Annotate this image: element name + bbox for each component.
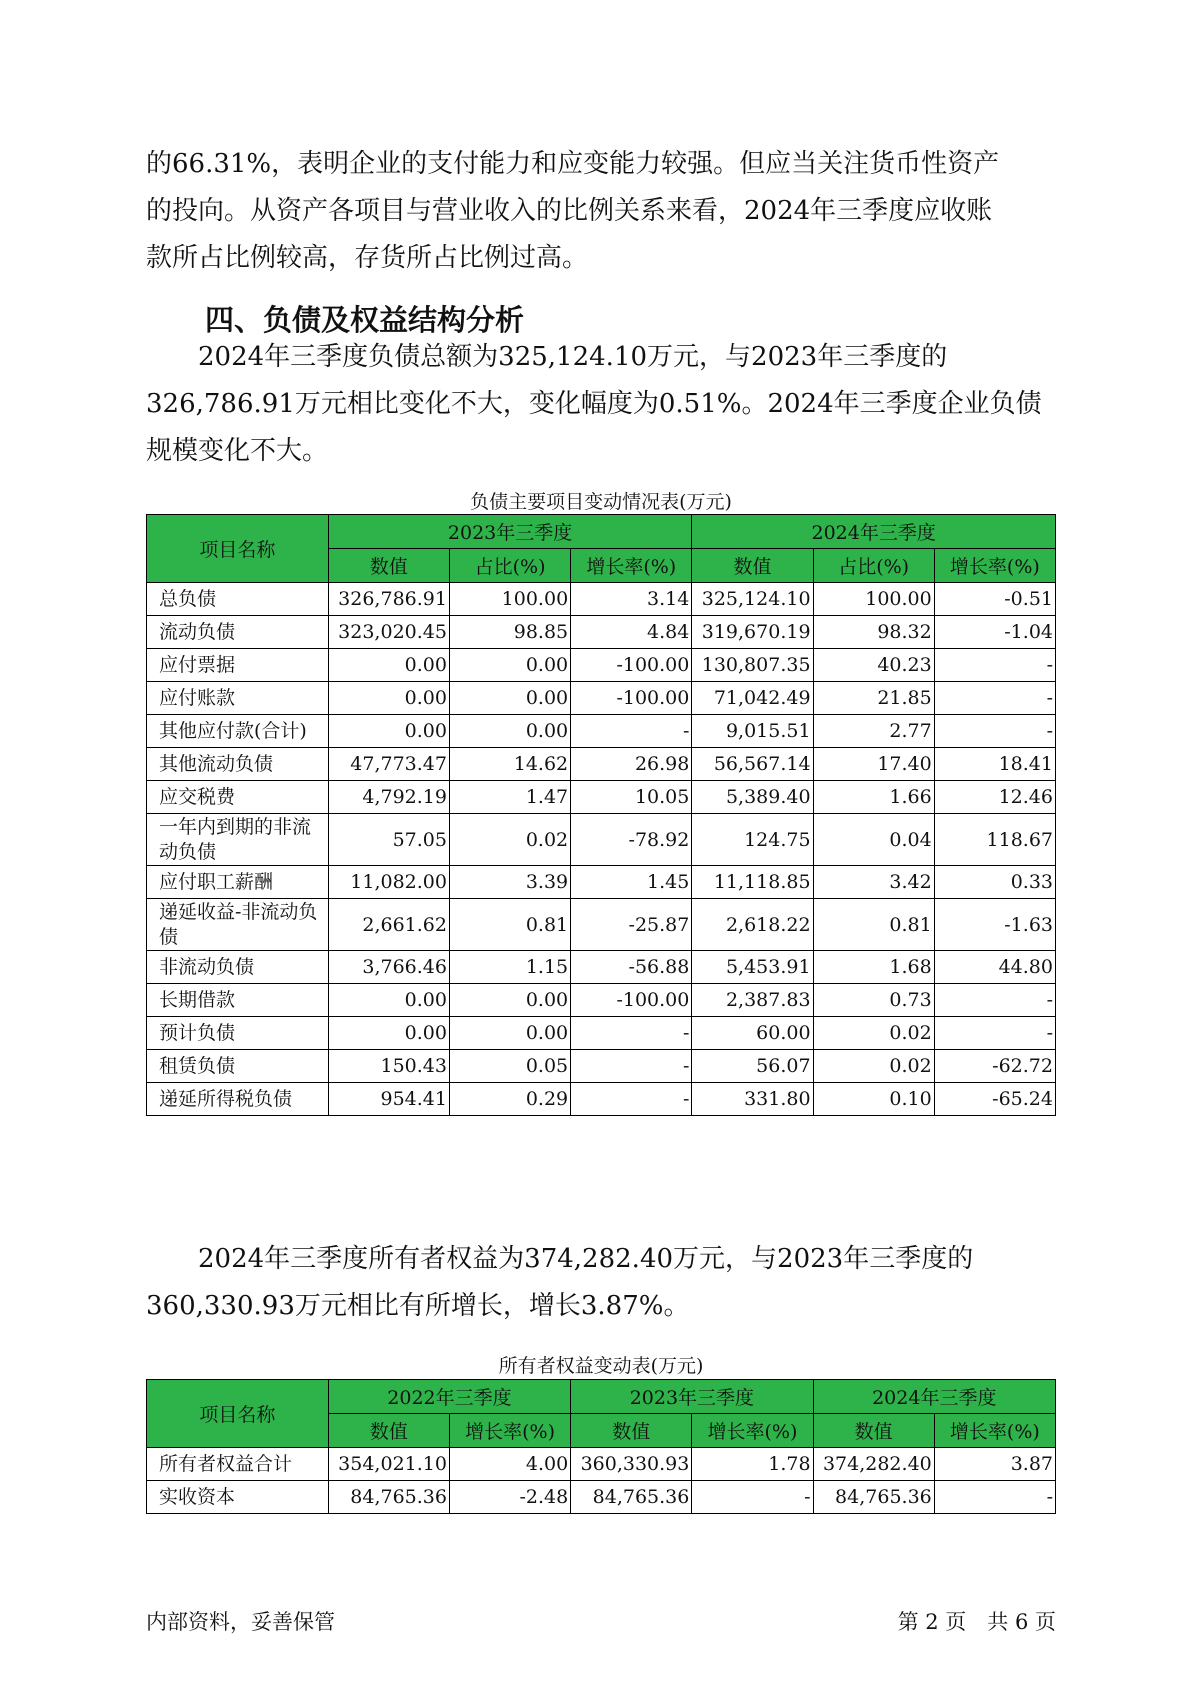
table-row — [147, 1448, 1056, 1481]
cell-value: -78.92 — [571, 814, 692, 866]
cell-value: -100.00 — [571, 682, 692, 715]
table-row — [147, 748, 1056, 781]
liability-line: 326,786.91万元相比变化不大，变化幅度为0.51%。2024年三季度企业负债 — [146, 389, 1042, 419]
row-name: 非流动负债 — [147, 951, 329, 984]
cell-value: 0.00 — [328, 682, 449, 715]
cell-value: 60.00 — [692, 1017, 813, 1050]
cell-value: 26.98 — [571, 748, 692, 781]
cell-value: 0.00 — [328, 1017, 449, 1050]
cell-value: 0.00 — [328, 649, 449, 682]
cell-value: -100.00 — [571, 649, 692, 682]
table-header-name: 项目名称 — [147, 1380, 329, 1448]
intro-line: 的投向。从资产各项目与营业收入的比例关系来看，2024年三季度应收账 — [146, 196, 993, 226]
cell-value: 57.05 — [328, 814, 449, 866]
cell-value: -25.87 — [571, 899, 692, 951]
cell-value: 0.04 — [813, 814, 934, 866]
row-name: 应交税费 — [147, 781, 329, 814]
intro-paragraph — [146, 141, 1056, 282]
cell-value: 0.10 — [813, 1083, 934, 1116]
cell-value: 4,792.19 — [328, 781, 449, 814]
cell-value: - — [934, 1017, 1055, 1050]
row-name: 递延收益-非流动负债 — [147, 899, 329, 951]
cell-value: 3.39 — [449, 866, 570, 899]
cell-value: 1.66 — [813, 781, 934, 814]
cell-value: 323,020.45 — [328, 616, 449, 649]
cell-value: 1.47 — [449, 781, 570, 814]
row-name: 应付账款 — [147, 682, 329, 715]
row-name: 所有者权益合计 — [147, 1448, 329, 1481]
cell-value: 0.02 — [813, 1017, 934, 1050]
cell-value: - — [692, 1481, 813, 1514]
table1-caption: 负债主要项目变动情况表(万元) — [470, 491, 732, 513]
cell-value: 11,082.00 — [328, 866, 449, 899]
cell-value: 0.73 — [813, 984, 934, 1017]
cell-value: -62.72 — [934, 1050, 1055, 1083]
cell-value: 0.00 — [449, 1017, 570, 1050]
table-row — [147, 1481, 1056, 1514]
cell-value: 2,618.22 — [692, 899, 813, 951]
period-header: 2023年三季度 — [571, 1380, 813, 1414]
cell-value: 40.23 — [813, 649, 934, 682]
cell-value: 14.62 — [449, 748, 570, 781]
equity-table — [146, 1379, 1056, 1514]
cell-value: 0.02 — [813, 1050, 934, 1083]
cell-value: -65.24 — [934, 1083, 1055, 1116]
cell-value: - — [571, 1017, 692, 1050]
cell-value: 331.80 — [692, 1083, 813, 1116]
table-row — [147, 984, 1056, 1017]
cell-value: 84,765.36 — [328, 1481, 449, 1514]
cell-value: 150.43 — [328, 1050, 449, 1083]
table-row — [147, 1017, 1056, 1050]
table-row — [147, 715, 1056, 748]
cell-value: 3.42 — [813, 866, 934, 899]
column-header: 数值 — [692, 549, 813, 583]
row-name: 其他应付款(合计) — [147, 715, 329, 748]
cell-value: - — [934, 715, 1055, 748]
cell-value: - — [571, 715, 692, 748]
table-row — [147, 1050, 1056, 1083]
cell-value: 12.46 — [934, 781, 1055, 814]
cell-value: -56.88 — [571, 951, 692, 984]
cell-value: 5,453.91 — [692, 951, 813, 984]
cell-value: 319,670.19 — [692, 616, 813, 649]
table-row — [147, 781, 1056, 814]
table-row — [147, 866, 1056, 899]
cell-value: 100.00 — [449, 583, 570, 616]
table-row — [147, 682, 1056, 715]
cell-value: 21.85 — [813, 682, 934, 715]
cell-value: 0.02 — [449, 814, 570, 866]
cell-value: 124.75 — [692, 814, 813, 866]
cell-value: 954.41 — [328, 1083, 449, 1116]
cell-value: - — [934, 984, 1055, 1017]
intro-line: 款所占比例较高，存货所占比例过高。 — [146, 243, 589, 273]
cell-value: - — [934, 1481, 1055, 1514]
cell-value: 374,282.40 — [813, 1448, 934, 1481]
cell-value: 0.00 — [449, 984, 570, 1017]
cell-value: 3.14 — [571, 583, 692, 616]
cell-value: 10.05 — [571, 781, 692, 814]
cell-value: 118.67 — [934, 814, 1055, 866]
cell-value: 98.85 — [449, 616, 570, 649]
intro-line: 的66.31%，表明企业的支付能力和应变能力较强。但应当关注货币性资产 — [146, 149, 1000, 179]
cell-value: 47,773.47 — [328, 748, 449, 781]
cell-value: 3.87 — [934, 1448, 1055, 1481]
cell-value: 326,786.91 — [328, 583, 449, 616]
cell-value: 56.07 — [692, 1050, 813, 1083]
cell-value: 17.40 — [813, 748, 934, 781]
cell-value: 1.68 — [813, 951, 934, 984]
cell-value: 56,567.14 — [692, 748, 813, 781]
column-header: 数值 — [328, 1414, 449, 1448]
period-header: 2024年三季度 — [813, 1380, 1055, 1414]
cell-value: 0.81 — [813, 899, 934, 951]
row-name: 应付票据 — [147, 649, 329, 682]
cell-value: - — [934, 682, 1055, 715]
column-header: 增长率(%) — [571, 549, 692, 583]
footer-page-number: 第 2 页 共 6 页 — [897, 1610, 1056, 1634]
cell-value: 4.84 — [571, 616, 692, 649]
cell-value: -0.51 — [934, 583, 1055, 616]
column-header: 增长率(%) — [934, 549, 1055, 583]
cell-value: 100.00 — [813, 583, 934, 616]
equity-line: 360,330.93万元相比有所增长，增长3.87%。 — [146, 1291, 690, 1321]
cell-value: -2.48 — [449, 1481, 570, 1514]
cell-value: 9,015.51 — [692, 715, 813, 748]
cell-value: 354,021.10 — [328, 1448, 449, 1481]
cell-value: 0.29 — [449, 1083, 570, 1116]
cell-value: 2,661.62 — [328, 899, 449, 951]
cell-value: 98.32 — [813, 616, 934, 649]
period-header: 2024年三季度 — [692, 515, 1056, 549]
cell-value: 360,330.93 — [571, 1448, 692, 1481]
footer-left: 内部资料，妥善保管 — [146, 1610, 335, 1634]
cell-value: 0.00 — [449, 682, 570, 715]
cell-value: 0.81 — [449, 899, 570, 951]
cell-value: 1.15 — [449, 951, 570, 984]
row-name: 其他流动负债 — [147, 748, 329, 781]
column-header: 占比(%) — [813, 549, 934, 583]
cell-value: 1.45 — [571, 866, 692, 899]
cell-value: 0.00 — [449, 649, 570, 682]
column-header: 增长率(%) — [449, 1414, 570, 1448]
cell-value: 1.78 — [692, 1448, 813, 1481]
table-row — [147, 814, 1056, 866]
liability-paragraph — [146, 334, 1056, 475]
cell-value: 0.33 — [934, 866, 1055, 899]
cell-value: 5,389.40 — [692, 781, 813, 814]
liability-line: 2024年三季度负债总额为325,124.10万元，与2023年三季度的 — [146, 342, 948, 372]
cell-value: 2.77 — [813, 715, 934, 748]
liability-line: 规模变化不大。 — [146, 436, 329, 466]
row-name: 流动负债 — [147, 616, 329, 649]
section-heading: 四、负债及权益结构分析 — [205, 303, 525, 337]
liability-table — [146, 514, 1056, 1116]
cell-value: 71,042.49 — [692, 682, 813, 715]
cell-value: 4.00 — [449, 1448, 570, 1481]
row-name: 总负债 — [147, 583, 329, 616]
row-name: 实收资本 — [147, 1481, 329, 1514]
row-name: 长期借款 — [147, 984, 329, 1017]
cell-value: - — [934, 649, 1055, 682]
column-header: 数值 — [571, 1414, 692, 1448]
row-name: 应付职工薪酬 — [147, 866, 329, 899]
cell-value: 84,765.36 — [571, 1481, 692, 1514]
cell-value: 0.00 — [449, 715, 570, 748]
cell-value: 44.80 — [934, 951, 1055, 984]
equity-paragraph — [146, 1236, 1056, 1330]
row-name: 租赁负债 — [147, 1050, 329, 1083]
column-header: 增长率(%) — [934, 1414, 1055, 1448]
period-header: 2022年三季度 — [328, 1380, 570, 1414]
column-header: 占比(%) — [449, 549, 570, 583]
table-header-name: 项目名称 — [147, 515, 329, 583]
row-name: 一年内到期的非流动负债 — [147, 814, 329, 866]
cell-value: -1.63 — [934, 899, 1055, 951]
cell-value: 0.00 — [328, 715, 449, 748]
cell-value: - — [571, 1083, 692, 1116]
table2-caption: 所有者权益变动表(万元) — [498, 1355, 704, 1377]
cell-value: 2,387.83 — [692, 984, 813, 1017]
cell-value: 130,807.35 — [692, 649, 813, 682]
cell-value: -1.04 — [934, 616, 1055, 649]
cell-value: 3,766.46 — [328, 951, 449, 984]
table-row — [147, 899, 1056, 951]
cell-value: 18.41 — [934, 748, 1055, 781]
cell-value: 84,765.36 — [813, 1481, 934, 1514]
cell-value: 0.00 — [328, 984, 449, 1017]
table-row — [147, 951, 1056, 984]
table-row — [147, 583, 1056, 616]
row-name: 预计负债 — [147, 1017, 329, 1050]
column-header: 数值 — [328, 549, 449, 583]
table-row — [147, 649, 1056, 682]
period-header: 2023年三季度 — [328, 515, 692, 549]
cell-value: 325,124.10 — [692, 583, 813, 616]
cell-value: 0.05 — [449, 1050, 570, 1083]
cell-value: - — [571, 1050, 692, 1083]
column-header: 增长率(%) — [692, 1414, 813, 1448]
row-name: 递延所得税负债 — [147, 1083, 329, 1116]
cell-value: 11,118.85 — [692, 866, 813, 899]
table-row — [147, 1083, 1056, 1116]
column-header: 数值 — [813, 1414, 934, 1448]
cell-value: -100.00 — [571, 984, 692, 1017]
table-row — [147, 616, 1056, 649]
equity-line: 2024年三季度所有者权益为374,282.40万元，与2023年三季度的 — [146, 1244, 974, 1274]
